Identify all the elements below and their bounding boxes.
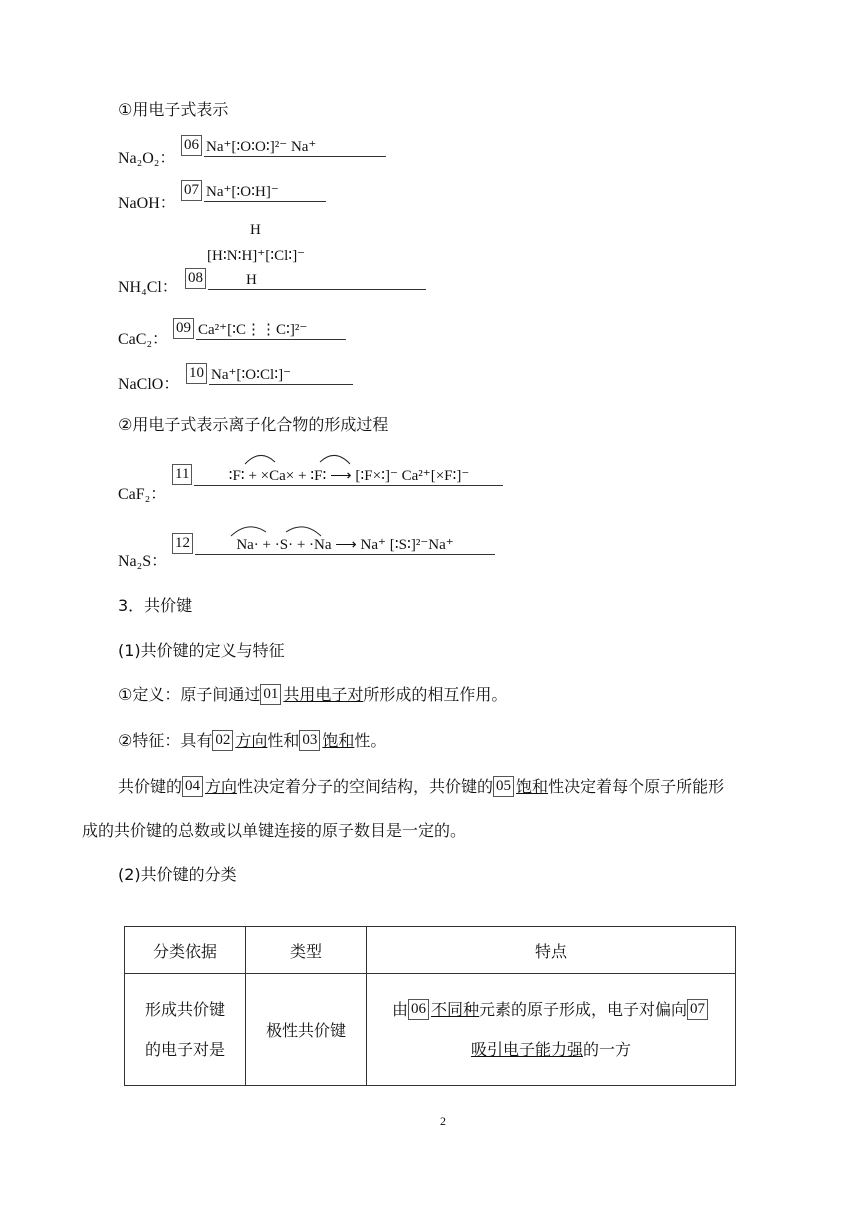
answer-number: 10 xyxy=(186,363,207,384)
answer-number: 04 xyxy=(182,776,203,797)
answer-number: 05 xyxy=(493,776,514,797)
table-header-cell: 特点 xyxy=(367,927,736,974)
item-label: CaC₂： xyxy=(118,331,169,348)
definition-line xyxy=(118,682,507,705)
answer-caf2 xyxy=(172,464,503,486)
text: 由 xyxy=(391,999,408,1019)
item-naoh xyxy=(118,190,176,213)
section-title-electron-formula: ①用电子式表示 xyxy=(118,100,229,119)
covalent-bond-classification-table xyxy=(124,926,736,1086)
paragraph-line-2: 成的共价键的总数或以单键连接的原子数目是一定的。 xyxy=(82,821,467,840)
item-label: Na₂O₂： xyxy=(118,150,176,167)
table-row xyxy=(125,974,736,1086)
answer-text: 方向 xyxy=(205,777,238,796)
answer-formula: Ca²⁺[∶C⋮⋮C∶]²⁻ xyxy=(196,320,346,340)
nh4cl-bottom-h: H xyxy=(208,272,426,290)
nh4cl-top-h: H xyxy=(250,222,261,238)
answer-number: 06 xyxy=(181,135,202,156)
item-cac2 xyxy=(118,326,168,349)
item-na2o2 xyxy=(118,145,175,168)
paragraph-line-1 xyxy=(118,774,724,797)
answer-text: 方向 xyxy=(235,731,268,750)
answer-number: 07 xyxy=(181,180,202,201)
table-header-cell: 类型 xyxy=(246,927,367,974)
answer-na2s xyxy=(172,533,495,555)
answer-number: 03 xyxy=(299,730,320,751)
text: 性和 xyxy=(267,731,300,750)
text: 元素的原子形成，电子对偏向 xyxy=(479,999,688,1019)
text: 性决定着每个原子所能形 xyxy=(548,777,725,796)
answer-nh4cl xyxy=(185,268,426,290)
cell-line xyxy=(368,1030,734,1070)
text: 所形成的相互作用。 xyxy=(363,685,508,704)
item-label: NH₄Cl： xyxy=(118,279,178,296)
answer-number: 02 xyxy=(212,730,233,751)
item-label: CaF₂： xyxy=(118,486,167,503)
answer-text: 饱和 xyxy=(516,777,549,796)
section-title-formation-process: ②用电子式表示离子化合物的形成过程 xyxy=(118,415,389,434)
answer-number: 09 xyxy=(173,318,194,339)
item-caf2 xyxy=(118,481,166,504)
item-naclo xyxy=(118,371,179,394)
answer-number: 12 xyxy=(172,533,193,554)
item-label: NaClO： xyxy=(118,376,180,393)
answer-text: 吸引电子能力强 xyxy=(470,1039,583,1059)
table-cell-type: 极性共价键 xyxy=(246,974,367,1086)
answer-formula: Na⁺[∶O∶O∶]²⁻ Na⁺ xyxy=(204,137,386,157)
subsection-classification: (2)共价键的分类 xyxy=(118,865,237,884)
cell-line xyxy=(368,990,734,1030)
table-header-row xyxy=(125,927,736,974)
answer-text: 共用电子对 xyxy=(283,685,364,704)
table-cell-basis xyxy=(125,974,246,1086)
answer-naoh xyxy=(181,180,326,202)
text: 性。 xyxy=(354,731,387,750)
item-label: Na₂S： xyxy=(118,553,168,570)
text: ②特征：具有 xyxy=(118,731,213,750)
text: 的一方 xyxy=(583,1039,632,1059)
page-number: 2 xyxy=(440,1114,446,1128)
answer-cac2 xyxy=(173,318,346,340)
answer-number: 01 xyxy=(260,684,281,705)
electron-transfer-arrows xyxy=(225,446,365,466)
answer-number: 07 xyxy=(687,999,708,1020)
item-nh4cl xyxy=(118,274,178,297)
item-na2s xyxy=(118,548,167,571)
answer-number: 06 xyxy=(408,999,429,1020)
table-cell-feature xyxy=(367,974,736,1086)
cell-text: 形成共价键 xyxy=(144,999,225,1019)
answer-formula: ∶F∶ + ×Ca× + ∶F∶ ⟶ [∶F×∶]⁻ Ca²⁺[×F∶]⁻ xyxy=(194,466,503,486)
section-title-covalent-bond: 3．共价键 xyxy=(118,596,193,615)
cell-text: 的电子对是 xyxy=(144,1039,225,1059)
answer-number: 11 xyxy=(172,464,192,485)
answer-naclo xyxy=(186,363,353,385)
subsection-definition-features: (1)共价键的定义与特征 xyxy=(118,641,285,660)
answer-formula: Na⁺[∶O∶H]⁻ xyxy=(204,182,326,202)
answer-na2o2 xyxy=(181,135,386,157)
table-header-cell: 分类依据 xyxy=(125,927,246,974)
answer-formula: Na· + ·S· + ·Na ⟶ Na⁺ [∶S∶]²⁻Na⁺ xyxy=(195,535,495,555)
nh4cl-formula: [H∶N∶H]⁺[∶Cl∶]⁻ xyxy=(207,248,306,264)
answer-number: 08 xyxy=(185,268,206,289)
features-line xyxy=(118,728,386,751)
text: 共价键的 xyxy=(118,777,183,796)
text: 性决定着分子的空间结构，共价键的 xyxy=(237,777,494,796)
item-label: NaOH： xyxy=(118,195,176,212)
answer-text: 饱和 xyxy=(322,731,355,750)
answer-formula: Na⁺[∶O∶Cl∶]⁻ xyxy=(209,365,353,385)
answer-text: 不同种 xyxy=(430,999,479,1019)
text: ①定义：原子间通过 xyxy=(118,685,261,704)
